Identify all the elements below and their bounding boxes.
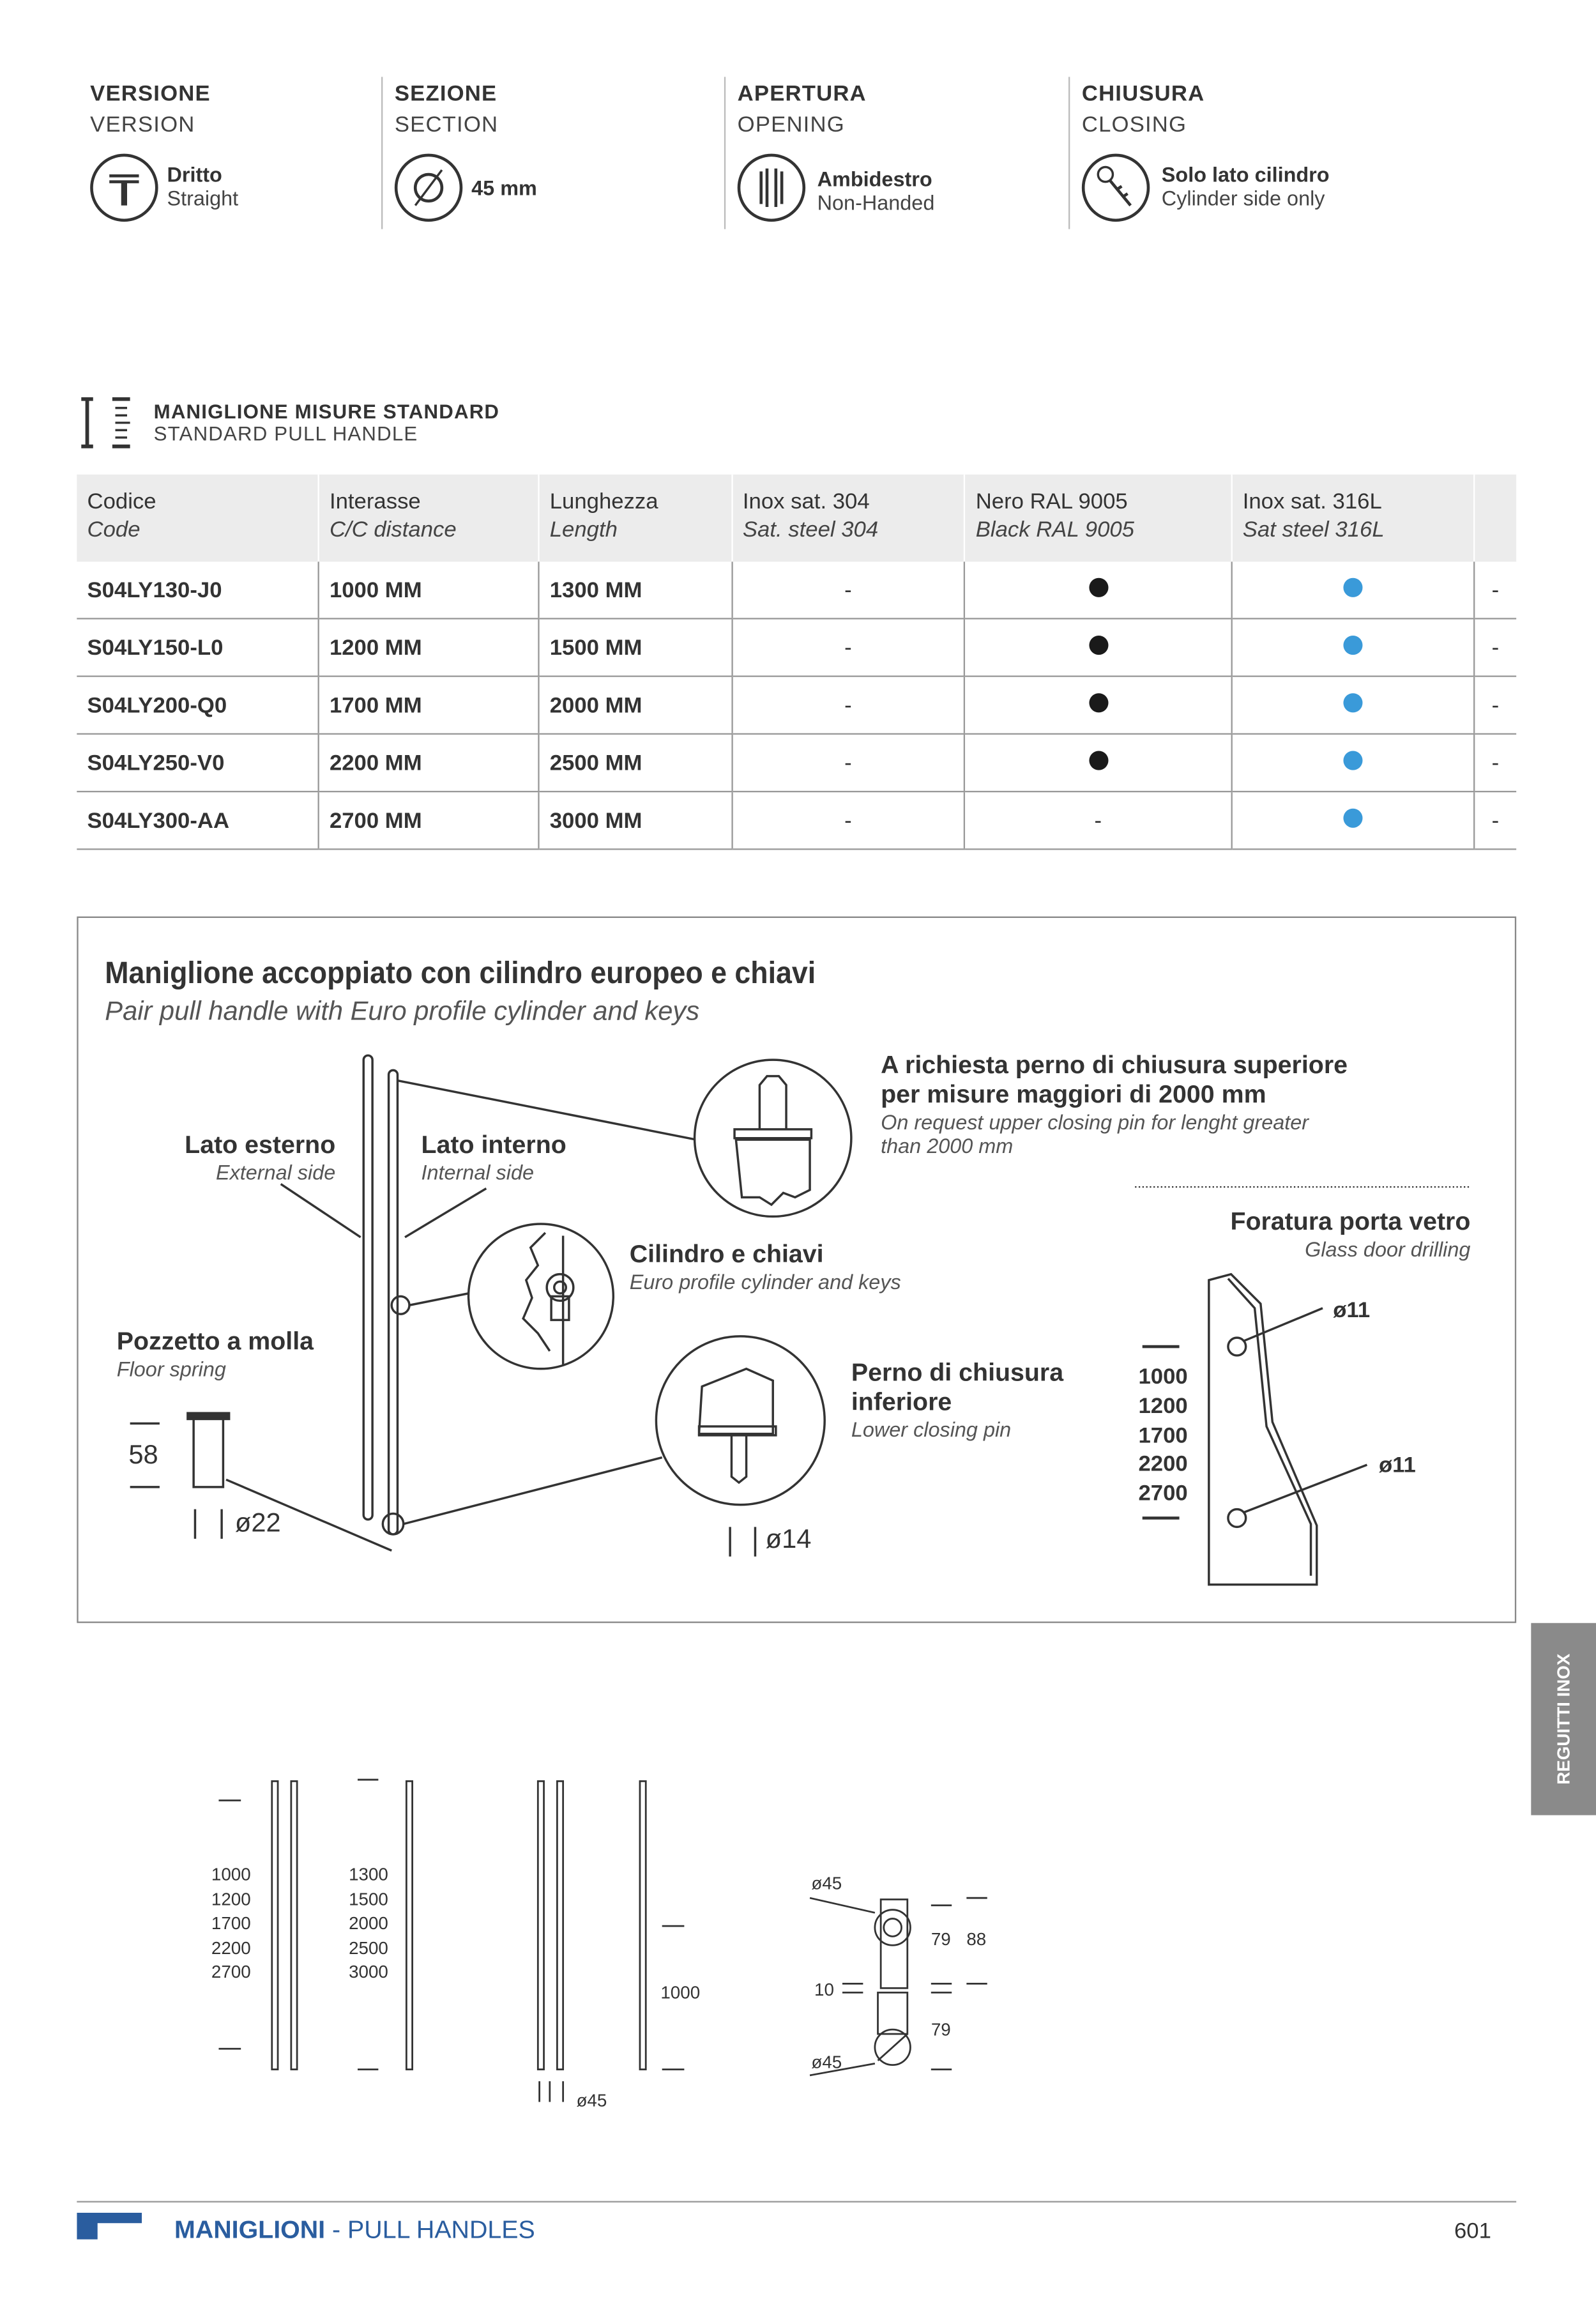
cell-code: S04LY150-L0 — [77, 618, 318, 676]
cell-len: 2500 MM — [538, 734, 731, 791]
cell-black — [964, 618, 1231, 676]
footer-sep: - — [325, 2215, 348, 2244]
cell-len: 2000 MM — [538, 676, 731, 734]
size-value: 2200 — [1138, 1452, 1188, 1478]
size-value: 1700 — [211, 1913, 251, 1934]
upper-pin-label-en: On request upper closing pin for lenght greater — [881, 1110, 1309, 1134]
side-tab — [1531, 1623, 1596, 1815]
dimension-label: 79 — [931, 1929, 951, 1950]
size-value: 2700 — [211, 1961, 251, 1983]
cell-s316 — [1231, 734, 1473, 791]
size-value: 1000 — [1138, 1364, 1188, 1390]
header-en: Black RAL 9005 — [975, 517, 1134, 543]
footer-title — [174, 2216, 535, 2245]
cell-s316 — [1231, 618, 1473, 676]
section-title: MANIGLIONE MISURE STANDARD — [153, 401, 500, 423]
straight-handle-icon — [90, 154, 158, 222]
spec-title: APERTURA — [737, 81, 867, 107]
cell-cc: 1000 MM — [319, 561, 539, 618]
size-value: 2700 — [1138, 1481, 1188, 1507]
cell-extra: - — [1473, 618, 1516, 676]
availability-dot — [1088, 635, 1107, 654]
cylinder-label-en: Euro profile cylinder and keys — [629, 1269, 901, 1294]
cell-extra: - — [1473, 676, 1516, 734]
floor-spring-diameter: ø22 — [234, 1508, 281, 1538]
size-value: 1000 — [211, 1863, 251, 1885]
cell-black — [964, 561, 1231, 618]
cell-black: - — [964, 791, 1231, 849]
header-it: Inox sat. 304 — [742, 489, 870, 515]
cell-s316 — [1231, 561, 1473, 618]
dimension-label: 88 — [966, 1929, 987, 1950]
spec-value: Solo lato cilindro — [1161, 162, 1330, 187]
hole-diameter: ø11 — [1378, 1453, 1416, 1478]
availability-dot — [1343, 635, 1362, 654]
size-value: 1700 — [1138, 1423, 1188, 1448]
cell-s304: - — [732, 676, 965, 734]
external-side-label-en: External side — [215, 1160, 336, 1184]
upper-pin-label-2: per misure maggiori di 2000 mm — [881, 1080, 1266, 1109]
panel-subtitle: Pair pull handle with Euro profile cylinder and keys — [105, 996, 700, 1026]
glass-door-outline — [1209, 1274, 1317, 1585]
dimension-label: 79 — [931, 2019, 951, 2040]
header-en: Sat steel 316L — [1242, 517, 1385, 543]
brand-logo — [77, 2213, 142, 2240]
header-en: Length — [549, 517, 618, 543]
footer-divider — [77, 2201, 1516, 2203]
cell-cc: 2700 MM — [319, 791, 539, 849]
table-row — [77, 618, 1516, 676]
dimension-label: ø45 — [811, 2051, 842, 2073]
dimension-label: ø45 — [811, 1872, 842, 1894]
spec-version — [90, 81, 211, 137]
column-header — [538, 475, 731, 562]
size-value: 2000 — [349, 1913, 388, 1934]
pair-handle-panel — [77, 917, 1516, 1623]
lower-pin-detail — [656, 1336, 825, 1505]
non-handed-icon — [738, 154, 805, 222]
key-icon — [1082, 154, 1150, 222]
size-value: 2200 — [211, 1937, 251, 1958]
technical-drawings — [0, 1759, 1035, 2114]
glass-drilling-label-en: Glass door drilling — [1305, 1237, 1471, 1261]
availability-dot — [1088, 750, 1107, 769]
header-en: Sat. steel 304 — [742, 517, 879, 543]
spec-subtitle: VERSION — [90, 112, 195, 138]
lower-pin-label: Perno di chiusura — [851, 1358, 1064, 1387]
header-it: Nero RAL 9005 — [975, 489, 1128, 515]
section-subtitle: STANDARD PULL HANDLE — [153, 422, 418, 445]
cell-black — [964, 676, 1231, 734]
cell-cc: 2200 MM — [319, 734, 539, 791]
table-row — [77, 676, 1516, 734]
availability-dot — [1343, 692, 1362, 712]
spec-subtitle: CLOSING — [1081, 112, 1187, 138]
measure-icon — [77, 396, 136, 449]
spec-value: 45 mm — [471, 176, 537, 200]
hole-diameter: ø11 — [1333, 1297, 1371, 1324]
spec-value: Dritto — [167, 162, 222, 187]
footer-brand: MANIGLIONI — [174, 2215, 326, 2244]
cell-extra: - — [1473, 791, 1516, 849]
lower-pin-label-2: inferiore — [851, 1387, 952, 1416]
floor-spring-height: 58 — [128, 1439, 158, 1470]
internal-side-label: Lato interno — [421, 1131, 566, 1159]
size-value: 1200 — [1138, 1393, 1188, 1419]
spec-title: CHIUSURA — [1081, 81, 1205, 107]
cylinder-label: Cilindro e chiavi — [629, 1240, 824, 1269]
availability-dot — [1343, 808, 1362, 827]
size-value: 1500 — [349, 1888, 388, 1909]
floor-spring-label-en: Floor spring — [116, 1357, 226, 1381]
header-it: Codice — [87, 489, 156, 515]
cell-code: S04LY130-J0 — [77, 561, 318, 618]
table-row — [77, 561, 1516, 618]
spec-section — [395, 81, 498, 137]
spec-subtitle: SECTION — [394, 112, 499, 138]
spec-value: Ambidestro — [817, 167, 932, 191]
lower-pin-diameter: ø14 — [765, 1524, 812, 1554]
column-header — [732, 475, 965, 562]
cell-code: S04LY200-Q0 — [77, 676, 318, 734]
floor-spring-label: Pozzetto a molla — [116, 1327, 314, 1356]
cell-s304: - — [732, 561, 965, 618]
column-header — [964, 475, 1231, 562]
divider — [381, 77, 383, 229]
cell-extra: - — [1473, 734, 1516, 791]
cell-len: 3000 MM — [538, 791, 731, 849]
availability-dot — [1343, 577, 1362, 597]
column-header — [319, 475, 539, 562]
glass-size-list — [1128, 1363, 1199, 1509]
cell-s316 — [1231, 676, 1473, 734]
diameter-icon — [395, 154, 462, 222]
cell-s304: - — [732, 734, 965, 791]
dimension-label: ø45 — [576, 2089, 607, 2111]
spec-value-en: Straight — [167, 186, 239, 210]
panel-title: Maniglione accoppiato con cilindro europeo e chiavi — [105, 956, 816, 991]
cell-extra: - — [1473, 561, 1516, 618]
cell-code: S04LY300-AA — [77, 791, 318, 849]
internal-side-label-en: Internal side — [421, 1160, 535, 1184]
cell-black — [964, 734, 1231, 791]
availability-dot — [1088, 692, 1107, 712]
header-it: Inox sat. 316L — [1242, 489, 1382, 515]
page-number: 601 — [1454, 2219, 1491, 2244]
table-row — [77, 791, 1516, 849]
header-it: Interasse — [329, 489, 421, 515]
spec-opening — [738, 81, 867, 137]
length-list — [349, 1863, 388, 1985]
column-header — [1473, 475, 1516, 562]
external-side-label: Lato esterno — [185, 1131, 336, 1159]
cell-len: 1300 MM — [538, 561, 731, 618]
upper-pin-label: A richiesta perno di chiusura superiore — [881, 1051, 1348, 1080]
dimension-label: 1000 — [660, 1982, 701, 2003]
cc-distance-list — [211, 1863, 251, 1985]
floor-spring — [194, 1416, 223, 1487]
side-tab-label: REGUITTI INOX — [1553, 1653, 1574, 1785]
glass-drilling-label: Foratura porta vetro — [1230, 1207, 1471, 1236]
spec-closing — [1082, 81, 1205, 137]
size-value: 3000 — [349, 1961, 388, 1983]
spec-title: SEZIONE — [394, 81, 498, 107]
standard-sizes-table — [77, 475, 1516, 850]
cylinder-detail — [469, 1224, 614, 1369]
cell-s316 — [1231, 791, 1473, 849]
table-row — [77, 734, 1516, 791]
cell-code: S04LY250-V0 — [77, 734, 318, 791]
divider — [1068, 77, 1070, 229]
cell-s304: - — [732, 791, 965, 849]
cell-len: 1500 MM — [538, 618, 731, 676]
spec-subtitle: OPENING — [737, 112, 845, 138]
header-it: Lunghezza — [549, 489, 658, 515]
size-value: 1300 — [349, 1863, 388, 1885]
spec-value-en: Non-Handed — [817, 190, 935, 215]
cell-cc: 1200 MM — [319, 618, 539, 676]
external-handle-bar — [363, 1055, 372, 1520]
column-header — [77, 475, 318, 562]
dimension-label: 10 — [814, 1979, 834, 2000]
header-en: Code — [87, 517, 141, 543]
header-en: C/C distance — [329, 517, 457, 543]
column-header — [1231, 475, 1473, 562]
spec-value-en: Cylinder side only — [1161, 186, 1325, 210]
availability-dot — [1088, 577, 1107, 597]
footer-en: PULL HANDLES — [347, 2215, 535, 2244]
availability-dot — [1343, 750, 1362, 769]
divider — [724, 77, 726, 229]
spec-title: VERSIONE — [90, 81, 211, 107]
size-value: 1200 — [211, 1888, 251, 1909]
upper-pin-label-en-2: than 2000 mm — [881, 1133, 1014, 1157]
cell-s304: - — [732, 618, 965, 676]
cell-cc: 1700 MM — [319, 676, 539, 734]
lower-pin-label-en: Lower closing pin — [851, 1417, 1012, 1442]
size-value: 2500 — [349, 1937, 388, 1958]
